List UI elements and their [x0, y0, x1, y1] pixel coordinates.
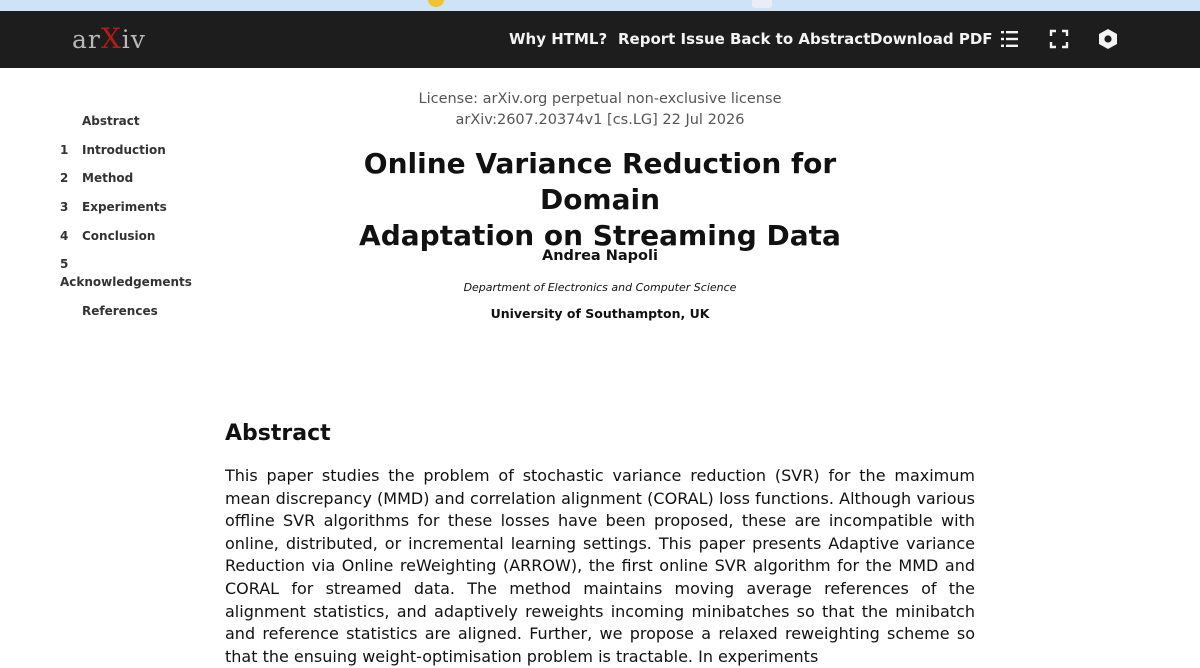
theme-settings-button[interactable]: [1096, 27, 1120, 51]
paper-title: [300, 146, 900, 254]
arxiv-logo[interactable]: [72, 23, 146, 55]
logo-text-x: X: [100, 22, 122, 55]
theme-settings-icon: [1096, 27, 1120, 51]
abstract-text: This paper studies the problem of stochastic variance reduction (SVR) for the maximum mean discrepancy (MMD) and correlation alignment (CORAL) loss functions. Although various offline SVR algorithms for these losses have been proposed, these are incompatible with online, distributed, or incremental learning settings. This paper presents Adaptive variance Reduction via Online reWeighting (ARROW), the first online SVR algorithm for the MMD and CORAL for streamed data. The method maintains moving average references of the alignment statistics, and adaptively reweights incoming minibatches so that the minibatch and reference statistics are aligned. Further, we propose a relaxed reweighting scheme so that the ensuing weight-optimisation problem is tractable. In experiments: [225, 466, 975, 666]
fullscreen-icon: [1047, 27, 1071, 51]
title-line: Online Variance Reduction for Domain: [363, 147, 837, 216]
header-bar: [0, 11, 1200, 68]
toc-label: Experiments: [82, 200, 167, 214]
author-university: University of Southampton, UK: [490, 306, 710, 321]
toc-label: Introduction: [82, 143, 166, 157]
logo-text-iv: iv: [121, 25, 146, 54]
logo-text-ar: ar: [72, 25, 101, 54]
report-issue-link[interactable]: Report Issue: [618, 30, 725, 48]
arxiv-id: arXiv:2607.20374v1 [cs.LG] 22 Jul 2026: [455, 112, 745, 128]
license-text[interactable]: License: arXiv.org perpetual non-exclusive license: [418, 91, 782, 107]
announcement-banner: [0, 0, 1200, 11]
toc-label: Conclusion: [82, 229, 156, 243]
why-html-link[interactable]: Why HTML?: [509, 30, 608, 48]
toc-number: 5: [60, 257, 69, 271]
author-department: Department of Electronics and Computer Science: [463, 281, 737, 294]
toc-label: Abstract: [82, 114, 140, 128]
toc-number: 4: [60, 229, 69, 243]
back-to-abstract-link[interactable]: Back to Abstract: [730, 30, 871, 48]
toc-number: 3: [60, 200, 69, 214]
emoji-icon: [428, 0, 444, 7]
fullscreen-button[interactable]: [1047, 27, 1071, 51]
download-pdf-link[interactable]: Download PDF: [870, 30, 993, 48]
license-block: [300, 89, 900, 131]
list-icon: [998, 27, 1022, 51]
toc-label: Acknowledgements: [60, 275, 192, 289]
toc-toggle-button[interactable]: [998, 27, 1022, 51]
banner-close-button[interactable]: [752, 0, 772, 8]
author-name: Andrea Napoli: [542, 248, 658, 264]
abstract-heading: Abstract: [225, 421, 331, 446]
title-line: Adaptation on Streaming Data: [359, 219, 841, 252]
toc-label: Method: [82, 171, 134, 185]
toc-number: 1: [60, 143, 69, 157]
toc-label: References: [82, 304, 158, 318]
toc-number: 2: [60, 171, 69, 185]
